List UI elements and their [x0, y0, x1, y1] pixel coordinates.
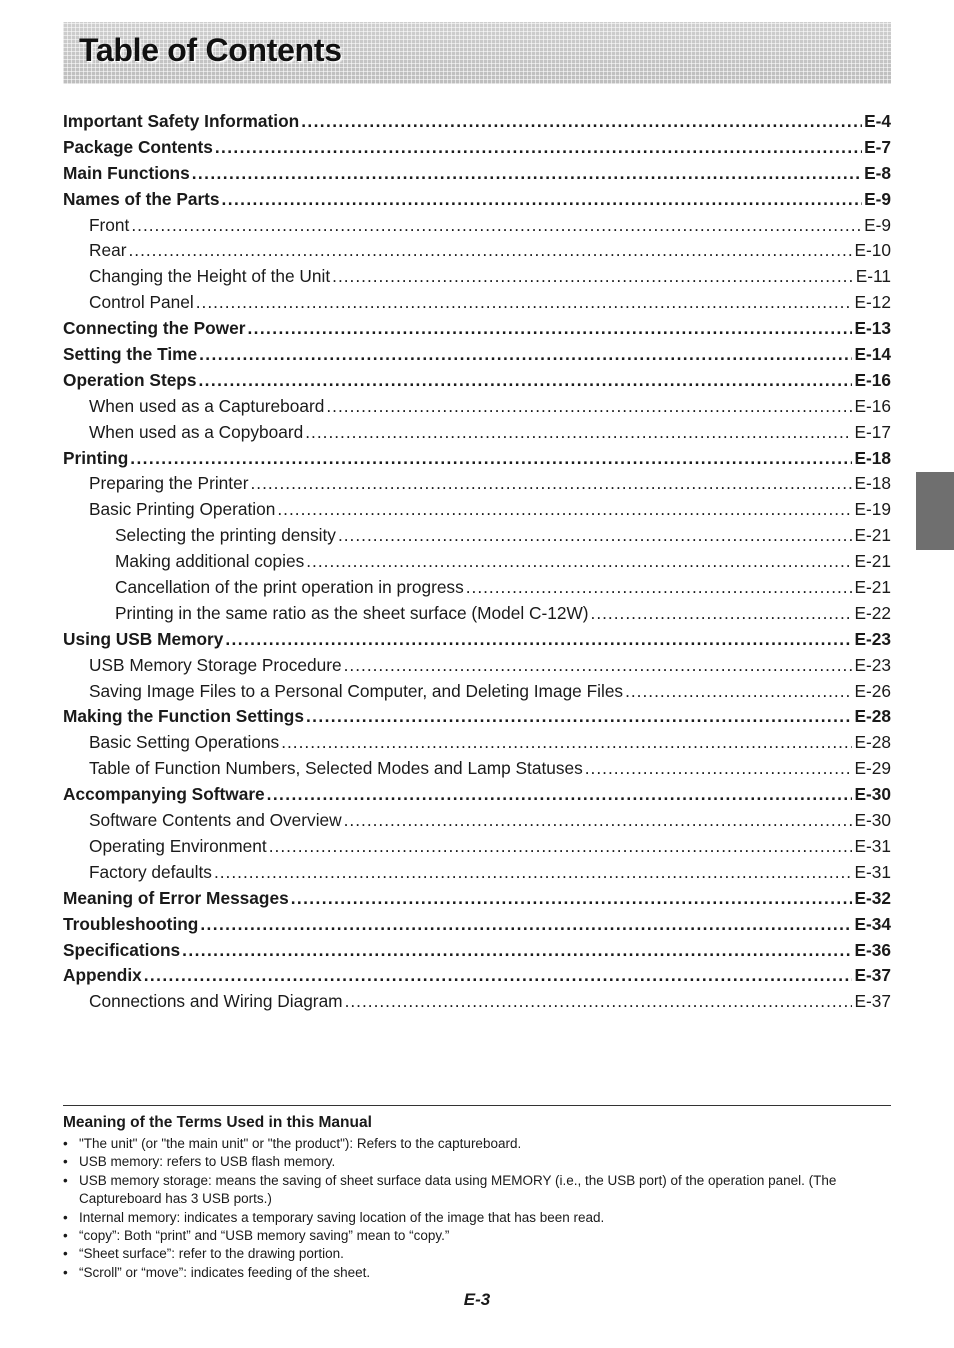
bullet-icon: • — [63, 1172, 68, 1188]
toc-entry[interactable] — [63, 938, 891, 964]
dot-leader — [326, 394, 852, 420]
toc-entry-label: Cancellation of the print operation in progress — [115, 577, 464, 598]
dot-leader — [344, 808, 853, 834]
toc-entry-page: E-30 — [854, 784, 891, 805]
toc-entry-page: E-34 — [854, 913, 891, 934]
toc-entry[interactable] — [63, 886, 891, 912]
toc-entry-page: E-32 — [854, 887, 891, 908]
bullet-icon: • — [63, 1264, 68, 1280]
toc-entry-page: E-14 — [854, 344, 891, 365]
bullet-icon: • — [63, 1136, 68, 1151]
toc-entry[interactable] — [63, 808, 891, 834]
toc-entry-label: Rear — [89, 240, 127, 261]
dot-leader — [196, 290, 853, 316]
toc-entry-page: E-9 — [864, 214, 891, 235]
dot-leader — [267, 782, 853, 808]
toc-entry-page: E-21 — [854, 551, 891, 572]
dot-leader — [301, 109, 862, 135]
toc-entry[interactable] — [63, 238, 891, 264]
dot-leader — [344, 653, 853, 679]
toc-entry-label: Setting the Time — [63, 344, 198, 365]
dot-leader — [222, 187, 863, 213]
list-item — [63, 1172, 891, 1209]
toc-entry-label: Front — [89, 214, 130, 235]
dot-leader — [591, 601, 853, 627]
toc-entry-label: Names of the Parts — [63, 188, 220, 209]
toc-entry-label: Software Contents and Overview — [89, 810, 342, 831]
toc-entry[interactable] — [63, 860, 891, 886]
dot-leader — [305, 420, 852, 446]
dot-leader — [200, 912, 852, 938]
toc-entry[interactable] — [63, 497, 891, 523]
toc-entry-page: E-21 — [854, 577, 891, 598]
toc-entry-label: Control Panel — [89, 292, 194, 313]
toc-entry[interactable] — [63, 912, 891, 938]
toc-entry-page: E-21 — [854, 525, 891, 546]
toc-entry[interactable] — [63, 109, 891, 135]
dot-leader — [338, 523, 853, 549]
toc-entry[interactable] — [63, 601, 891, 627]
toc-entry-label: Factory defaults — [89, 861, 212, 882]
toc-entry-page: E-28 — [854, 706, 891, 727]
list-item — [63, 1153, 891, 1171]
toc-entry-page: E-9 — [864, 188, 891, 209]
toc-entry[interactable] — [63, 368, 891, 394]
toc-entry[interactable] — [63, 316, 891, 342]
toc-entry-label: Package Contents — [63, 136, 213, 157]
toc-entry-label: Printing — [63, 447, 129, 468]
toc-entry-label: Making additional copies — [115, 551, 305, 572]
toc-entry-label: Using USB Memory — [63, 628, 224, 649]
toc-entry[interactable] — [63, 394, 891, 420]
section-tab — [916, 472, 954, 550]
toc-entry[interactable] — [63, 730, 891, 756]
toc-entry-page: E-12 — [854, 292, 891, 313]
toc-entry-label: Selecting the printing density — [115, 525, 336, 546]
toc-entry-label: Appendix — [63, 965, 142, 986]
toc-entry-label: Specifications — [63, 939, 181, 960]
dot-leader — [345, 989, 853, 1015]
toc-entry-page: E-16 — [854, 369, 891, 390]
term-text: "The unit" (or "the main unit" or "the product"): Refers to the captureboard. — [79, 1136, 522, 1151]
toc-entry[interactable] — [63, 575, 891, 601]
toc-entry[interactable] — [63, 471, 891, 497]
dot-leader — [332, 264, 854, 290]
dot-leader — [306, 704, 853, 730]
toc-entry-page: E-16 — [854, 395, 891, 416]
dot-leader — [281, 730, 852, 756]
toc-entry[interactable] — [63, 782, 891, 808]
dot-leader — [192, 161, 862, 187]
toc-entry[interactable] — [63, 653, 891, 679]
term-text: “copy”: Both “print” and “USB memory saving” mean to “copy.” — [79, 1228, 450, 1244]
toc-entry[interactable] — [63, 420, 891, 446]
page-number: E-3 — [463, 1290, 491, 1309]
toc-entry[interactable] — [63, 135, 891, 161]
toc-entry-label: Operating Environment — [89, 835, 267, 856]
toc-entry-label: When used as a Copyboard — [89, 421, 304, 442]
dot-leader — [585, 756, 853, 782]
bullet-icon: • — [63, 1154, 68, 1170]
list-item — [63, 1227, 891, 1245]
toc-entry-label: Basic Printing Operation — [89, 499, 276, 520]
page-title: Table of Contents — [79, 32, 342, 68]
toc-entry-page: E-29 — [854, 758, 891, 779]
toc-entry[interactable] — [63, 264, 891, 290]
toc-entry[interactable] — [63, 161, 891, 187]
list-item — [63, 1135, 891, 1153]
toc-entry[interactable] — [63, 523, 891, 549]
toc-entry[interactable] — [63, 989, 891, 1015]
term-text: Internal memory: indicates a temporary saving location of the image that has been read. — [79, 1209, 605, 1225]
term-text: “Scroll” or “move”: indicates feeding of the sheet. — [79, 1264, 371, 1280]
toc-entry-label: Making the Function Settings — [63, 706, 304, 727]
title-banner — [63, 22, 891, 84]
list-item — [63, 1264, 891, 1282]
toc-entry-page: E-37 — [854, 965, 891, 986]
toc-entry-page: E-36 — [854, 939, 891, 960]
dot-leader — [131, 213, 862, 239]
toc-entry-label: Saving Image Files to a Personal Computer, and Deleting Image Files — [89, 680, 624, 701]
toc-entry[interactable] — [63, 963, 891, 989]
toc-entry[interactable] — [63, 834, 891, 860]
toc-entry-page: E-31 — [854, 835, 891, 856]
toc-entry-label: Important Safety Information — [63, 111, 300, 131]
toc-entry-page: E-22 — [854, 602, 891, 623]
toc-entry-label: Operation Steps — [63, 369, 197, 390]
toc-entry-label: Meaning of Error Messages — [63, 887, 289, 908]
list-item — [63, 1209, 891, 1227]
dot-leader — [250, 471, 852, 497]
dot-leader — [130, 446, 852, 472]
dot-leader — [306, 549, 852, 575]
toc-entry-page: E-23 — [854, 628, 891, 649]
toc-entry-label: Accompanying Software — [63, 784, 265, 805]
dot-leader — [291, 886, 853, 912]
toc-entry-page: E-26 — [854, 680, 891, 701]
divider — [63, 1105, 891, 1106]
toc-entry-page: E-18 — [854, 473, 891, 494]
term-text: USB memory: refers to USB flash memory. — [79, 1154, 336, 1170]
bullet-icon: • — [63, 1209, 68, 1225]
dot-leader — [198, 368, 852, 394]
toc-entry[interactable] — [63, 679, 891, 705]
toc-entry-label: Table of Function Numbers, Selected Modes and Lamp Statuses — [89, 758, 583, 779]
dot-leader — [182, 938, 852, 964]
toc-entry[interactable] — [63, 446, 891, 472]
dot-leader — [466, 575, 853, 601]
toc-entry[interactable] — [63, 342, 891, 368]
toc-entry[interactable] — [63, 704, 891, 730]
toc-entry-label: USB Memory Storage Procedure — [89, 654, 342, 675]
toc-entry-page: E-11 — [855, 266, 891, 287]
toc-entry-page: E-31 — [854, 861, 891, 882]
table-of-contents — [63, 109, 891, 1015]
dot-leader — [215, 135, 862, 161]
bullet-icon: • — [63, 1228, 68, 1244]
dot-leader — [199, 342, 852, 368]
toc-entry-page: E-28 — [854, 732, 891, 753]
term-text: “Sheet surface”: refer to the drawing portion. — [79, 1246, 344, 1262]
toc-entry-label: Connections and Wiring Diagram — [89, 991, 343, 1012]
toc-entry[interactable] — [63, 213, 891, 239]
toc-entry-page: E-18 — [854, 447, 891, 468]
toc-entry-label: Preparing the Printer — [89, 473, 249, 494]
toc-entry-page: E-7 — [864, 136, 891, 157]
terms-section — [63, 1113, 891, 1282]
terms-heading: Meaning of the Terms Used in this Manual — [63, 1114, 372, 1131]
toc-entry-page: E-30 — [854, 810, 891, 831]
dot-leader — [269, 834, 853, 860]
toc-entry[interactable] — [63, 756, 891, 782]
toc-entry-label: Changing the Height of the Unit — [89, 266, 331, 287]
toc-entry-page: E-17 — [854, 421, 891, 442]
toc-entry-label: Connecting the Power — [63, 318, 246, 339]
dot-leader — [277, 497, 852, 523]
toc-entry-label: Printing in the same ratio as the sheet surface (Model C-12W) — [115, 602, 589, 623]
toc-entry-label: Main Functions — [63, 162, 190, 183]
toc-entry-page: E-10 — [854, 240, 891, 261]
toc-entry-page: E-4 — [864, 111, 891, 131]
toc-entry-label: When used as a Captureboard — [89, 395, 325, 416]
dot-leader — [144, 963, 853, 989]
term-text: USB memory storage: means the saving of sheet surface data using MEMORY (i.e., the USB port) of the operation panel. (The Captureboard has 3 USB ports.) — [79, 1172, 837, 1207]
toc-entry-page: E-23 — [854, 654, 891, 675]
dot-leader — [247, 316, 852, 342]
toc-entry-page: E-8 — [864, 162, 891, 183]
toc-entry-page: E-37 — [854, 991, 891, 1012]
toc-entry[interactable] — [63, 549, 891, 575]
toc-entry-label: Basic Setting Operations — [89, 732, 280, 753]
toc-entry[interactable] — [63, 290, 891, 316]
toc-entry[interactable] — [63, 187, 891, 213]
toc-entry[interactable] — [63, 627, 891, 653]
terms-list — [63, 1135, 891, 1282]
list-item — [63, 1245, 891, 1263]
dot-leader — [128, 238, 852, 264]
toc-entry-page: E-13 — [854, 318, 891, 339]
toc-entry-page: E-19 — [854, 499, 891, 520]
toc-entry-label: Troubleshooting — [63, 913, 199, 934]
dot-leader — [225, 627, 852, 653]
dot-leader — [214, 860, 853, 886]
dot-leader — [625, 679, 852, 705]
bullet-icon: • — [63, 1246, 68, 1262]
